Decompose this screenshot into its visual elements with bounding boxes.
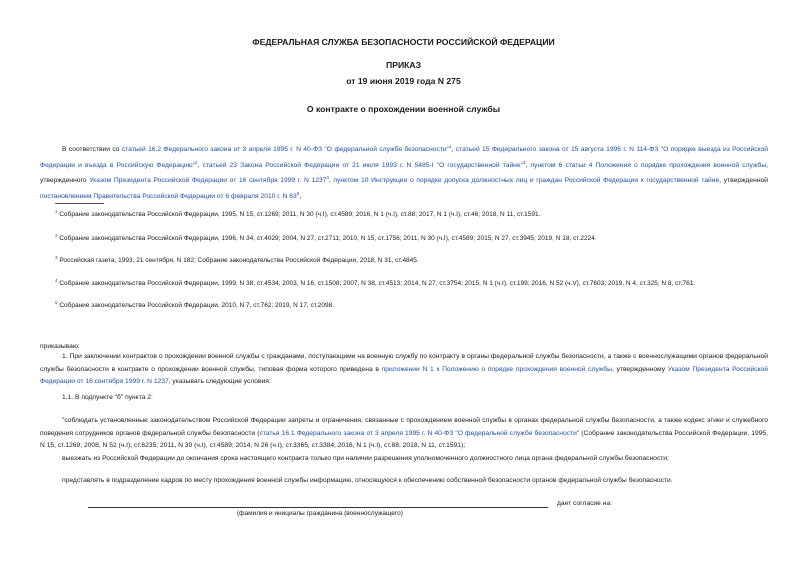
footnote-ref-4[interactable]: 4 — [326, 175, 329, 181]
order-command: приказываю: — [40, 343, 80, 350]
footnote-5: $^5$ Собрание законодательства Российской Федерации, 2010, N 7, ст.762; 2019, N 17, ст.2098. — [55, 300, 335, 310]
quoted-condition: "соблюдать установленные законодательством Российской Федерации запреты и ограничения, связанные с прохождением военной службы в органах федеральной службы безопасности, а также кодекс этики и служебного поведения сотрудников органов федеральной службы безопасности (статья 16.1 Федерального закона от 3 апреля 1995 г. N 40-ФЗ "О федеральной службе безопасности" (Собрание законодательства Российской Федерации, 1995, N 15, ст.1269; 2008, N 52 (ч.I), ст.6235; 2011, N 30 (ч.I), ст.4589; 2014, N 26 (ч.I), ст.3365, ст.3384; 2016, N 1 (ч.I), ст.88; 2018, N 11, ст.1591); — [40, 417, 768, 449]
link-decree-1237[interactable]: Указом Президента Российской Федерации от 16 сентября 1999 г. N 1237 — [40, 365, 768, 385]
signature-line — [88, 507, 548, 508]
consent-label: дает согласие на: — [557, 500, 613, 507]
footnote-ref-2[interactable]: 2 — [195, 159, 198, 165]
order-point-1: 1. При заключении контрактов о прохождении военной службы с гражданами, поступающими на военную службу по контракту в органы федеральной службы безопасности, а также с военнослужащими органов федеральной службы безопасности в контракте о прохождении военной службы, типовая форма которого приведена в приложении N 1 к Положению о порядке прохождения военной службы, утвержденному Указом Президента Российской Федерации от 16 сентября 1999 г. N 1237, указывать следующие условия: — [40, 353, 768, 385]
agency-title: ФЕДЕРАЛЬНАЯ СЛУЖБА БЕЗОПАСНОСТИ РОССИЙСКОЙ ФЕДЕРАЦИИ — [252, 37, 555, 47]
footnote-2: $^2$ Собрание законодательства Российской Федерации, 1996, N 34, ст.4029; 2004, N 27, ст.2711; 2010, N 15, ст.1756; 2011, N 30 (ч.I), ст.4589; 2015, N 27, ст.3945; 2019, N 18, ст.2224. — [55, 233, 597, 243]
link-fsb-16-1[interactable]: статья 16.1 Федерального закона от 3 апреля 1995 г. N 40-ФЗ "О федеральной службе безопасности" — [259, 429, 580, 437]
footnote-1: $^1$ Собрание законодательства Российской Федерации, 1995, N 15, ст.1269; 2011, N 30 (ч.I), ст.4589; 2016, N 1 (ч.I), ст.88; 2017, N 1 (ч.I), ст.46; 2018, N 11, ст.1591. — [55, 209, 541, 219]
footnote-divider — [55, 203, 104, 204]
condition-info: представлять в подразделение кадров по месту прохождения военной службы информацию, относящуюся к обеспечению собственной безопасности органов федеральной службы безопасности. — [62, 477, 673, 484]
law-link-service-regulation[interactable]: пунктом 6 статьи 4 Положения о порядке прохождения военной службы — [530, 161, 767, 169]
footnote-3: $^3$ Российская газета, 1993, 21 сентября, N 182; Собрание законодательства Российской Федерации, 2018, N 31, ст.4845. — [55, 255, 419, 265]
law-link-fsb-16-2[interactable]: статьей 16.2 Федерального закона от 3 апреля 1995 г. N 40-ФЗ "О федеральной службе безопасности" — [121, 146, 450, 154]
footnote-ref-3[interactable]: 3 — [522, 159, 526, 165]
link-appendix-1[interactable]: приложении N 1 к Положению о порядке прохождения военной службы — [381, 365, 612, 373]
signature-caption: (фамилия и инициалы гражданина (военнослужащего) — [237, 510, 403, 517]
order-point-1-1: 1.1. В подпункте "б" пункта 2: — [62, 394, 153, 401]
footnote-ref-1[interactable]: 1 — [449, 144, 452, 149]
document-subject: О контракте о прохождении военной службы — [306, 104, 501, 114]
law-link-decree-1237[interactable]: Указом Президента Российской Федерации от 16 сентября 1999 г. N 1237 — [89, 177, 327, 185]
law-link-instruction-10[interactable]: пунктом 10 Инструкции о порядке допуска должностных лиц и граждан Российской Федерации к государственной тайне — [333, 177, 720, 185]
document-type: ПРИКАЗ — [386, 60, 421, 70]
condition-exit: выезжать из Российской Федерации до окончания срока настоящего контракта только при наличии разрешения уполномоченного должностного лица органа федеральной службы безопасности; — [62, 455, 669, 462]
document-date-number: от 19 июня 2019 года N 275 — [346, 76, 461, 86]
law-link-exit-entry-15[interactable]: статьей 15 Федерального закона от 15 августа 1996 г. N 114-ФЗ "О порядке выезда из Российской Федерации и въезда в Российскую Федерацию" — [40, 146, 769, 169]
footnote-4: $^4$ Собрание законодательства Российской Федерации, 1999, N 38, ст.4534; 2003, N 16, ст.1508; 2007, N 38, ст.4513; 2014, N 27, ст.3754; 2015, N 1 (ч.I), ст.199; 2016, N 52 (ч.V), ст.7603; 2019, N 4, ст.325; N 8, ст.761. — [55, 278, 696, 288]
footnote-ref-5[interactable]: 5 — [296, 191, 300, 197]
preamble-paragraph: В соответствии со статьей 16.2 Федерального закона от 3 апреля 1995 г. N 40-ФЗ "О федеральной службе безопасности"$^1$, статьей 15 Федерального закона от 15 августа 1996 г. N 114-ФЗ "О порядке выезда из Российской Федерации и въезда в Российскую Федерацию"$^2$, статьей 23 Закона Российской Федерации от 21 июля 1993 г. N 5485-I "О государственной тайне"$^3$, пунктом 6 статьи 4 Положения о порядке прохождения военной службы, утвержденного Указом Президента Российской Федерации от 16 сентября 1999 г. N 1237$^4$, пунктом 10 Инструкции о порядке допуска должностных лиц и граждан Российской Федерации к государственной тайне, утвержденной постановлением Правительства Российской Федерации от 6 февраля 2010 г. N $63^5$, — [40, 144, 769, 201]
law-link-state-secret-23[interactable]: статьей 23 Закона Российской Федерации от 21 июля 1993 г. N 5485-I "О государственной тайне" — [202, 161, 523, 169]
law-link-resolution-63[interactable]: постановлением Правительства Российской Федерации от 6 февраля 2010 г. N 63 — [40, 193, 297, 201]
